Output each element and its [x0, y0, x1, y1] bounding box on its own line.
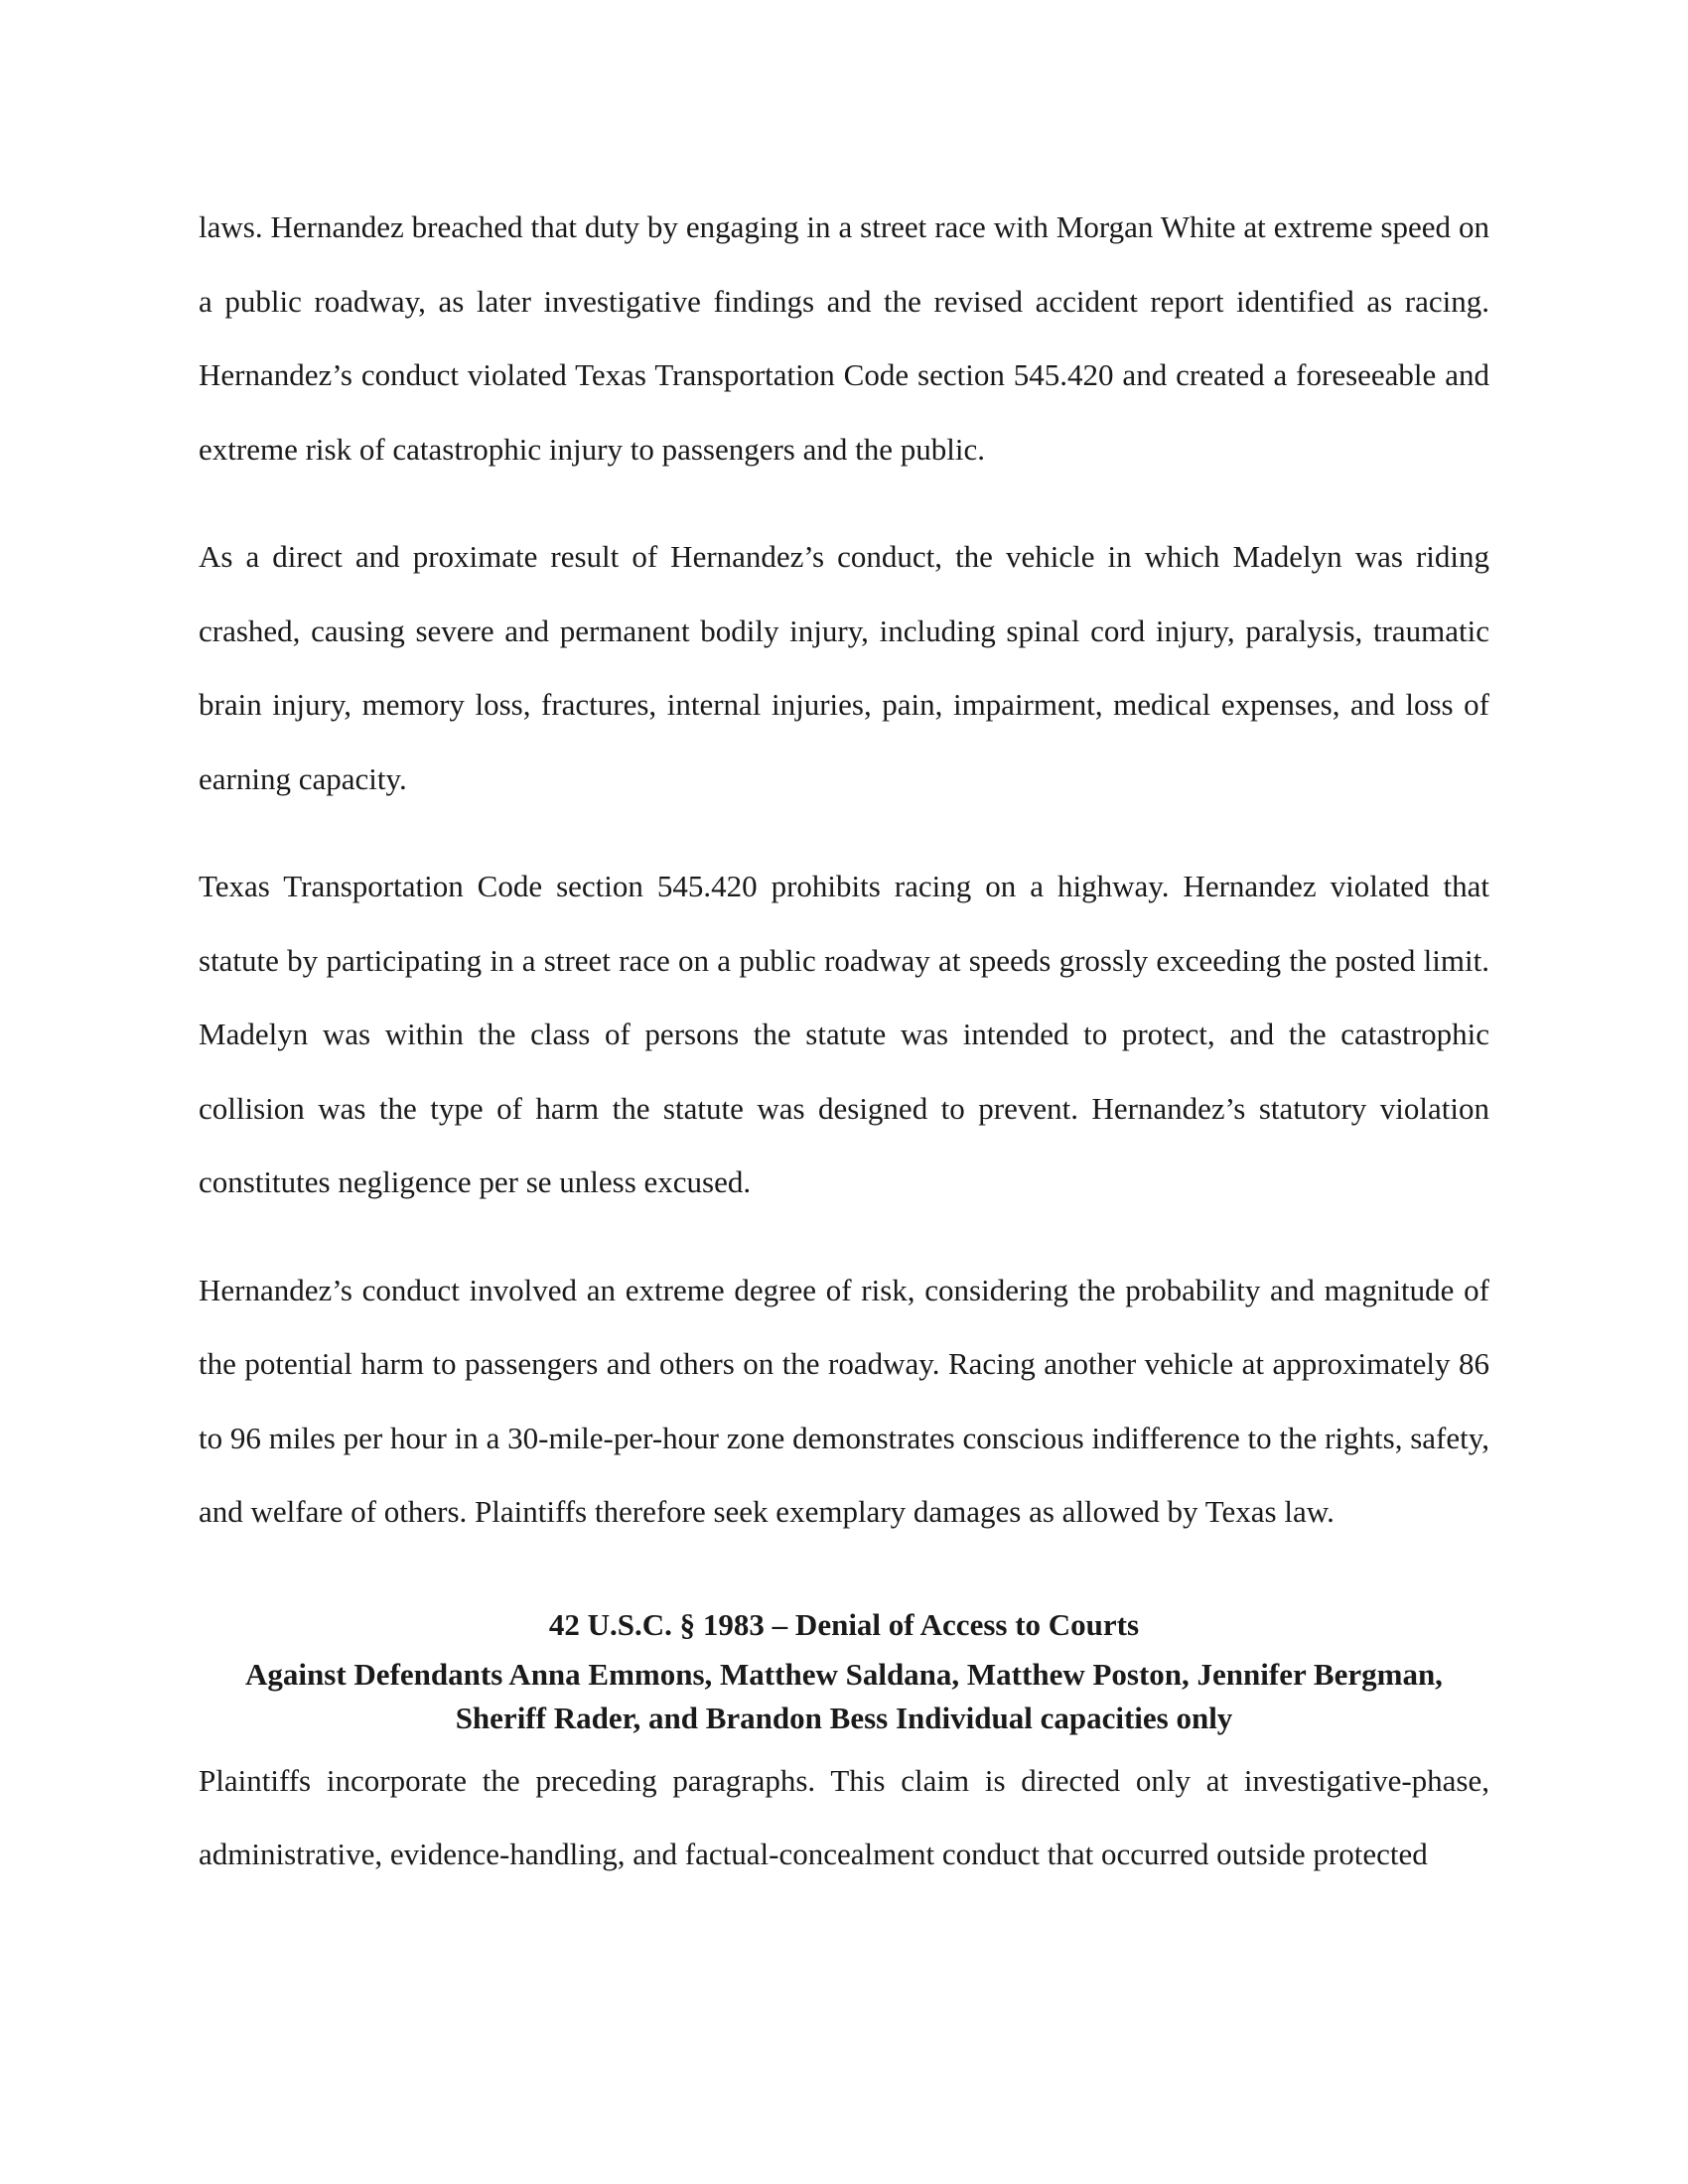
document-body: [199, 191, 1489, 1892]
paragraph-access-to-courts: Plaintiffs incorporate the preceding paragraphs. This claim is directed only at investigative-phase, administrative, evidence-handling, and factual-concealment conduct that occurred outside protected: [199, 1762, 1489, 1871]
paragraph-gap: [199, 816, 1489, 850]
paragraph-negligence-per-se: Texas Transportation Code section 545.420 prohibits racing on a highway. Hernandez violated that statute by participating in a street race on a public roadway at speeds grossly exceeding the posted limit. Madelyn was within the class of persons the statute was intended to protect, and the catastrophic collision was the type of harm the statute was designed to prevent. Hernandez’s statutory violation constitutes negligence per se unless excused.: [199, 869, 1489, 1199]
section-title: 42 U.S.C. § 1983 – Denial of Access to Courts: [548, 1606, 1140, 1642]
section-subtitle: Against Defendants Anna Emmons, Matthew Saldana, Matthew Poston, Jennifer Bergman, Sheriff Rader, and Brandon Bess Individual capacities only: [245, 1656, 1443, 1735]
paragraph-gap: [199, 486, 1489, 520]
paragraph-injuries: As a direct and proximate result of Hernandez’s conduct, the vehicle in which Madelyn was riding crashed, causing severe and permanent bodily injury, including spinal cord injury, paralysis, traumatic brain injury, memory loss, fractures, internal injuries, pain, impairment, medical expenses, and loss of earning capacity.: [199, 539, 1489, 796]
section-heading: [199, 1603, 1489, 1740]
paragraph-gap: [199, 1220, 1489, 1254]
paragraph-breach-of-duty: laws. Hernandez breached that duty by engaging in a street race with Morgan White at extreme speed on a public roadway, as later investigative findings and the revised accident report identified as racing. Hernandez’s conduct violated Texas Transportation Code section 545.420 and created a foreseeable and extreme risk of catastrophic injury to passengers and the public.: [199, 209, 1489, 467]
paragraph-exemplary-damages: Hernandez’s conduct involved an extreme degree of risk, considering the probability and magnitude of the potential harm to passengers and others on the roadway. Racing another vehicle at approximately 86 to 96 miles per hour in a 30-mile-per-hour zone demonstrates conscious indifference to the rights, safety, and welfare of others. Plaintiffs therefore seek exemplary damages as allowed by Texas law.: [199, 1272, 1489, 1529]
